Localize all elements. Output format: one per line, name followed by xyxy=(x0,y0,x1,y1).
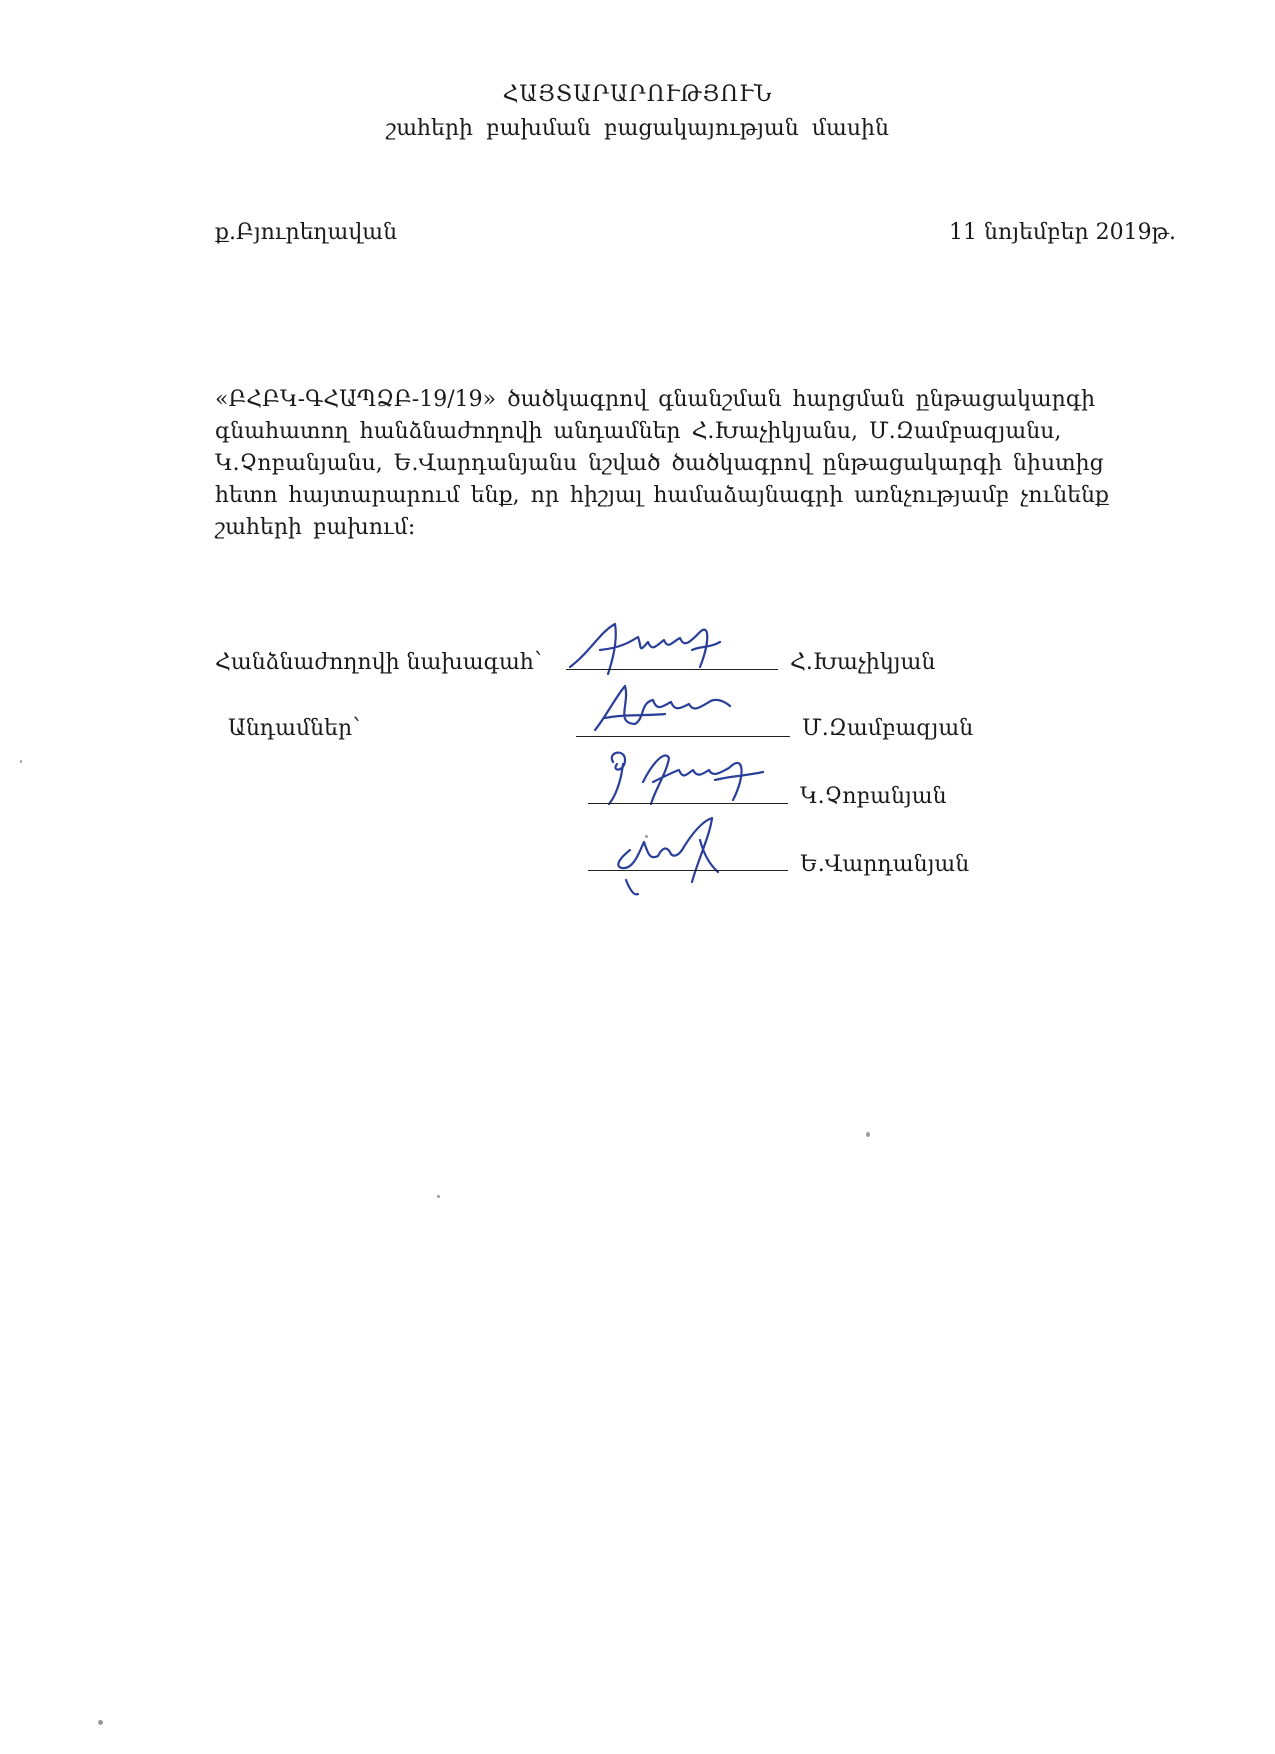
chair-label: Հանձնաժողովի նախագահ՝ xyxy=(215,650,542,675)
signature-line-3 xyxy=(588,803,788,804)
body-paragraph: «ԲՀԲԿ-ԳՀԱՊՁԲ-19/19» ծածկագրով գնանշման հարցման ընթացակարգի գնահատող հանձնաժողովի անդամներ Հ.Խաչիկյանս, Մ.Զամբազյանս, Կ.Չոբանյանս, Ե.Վարդանյանս նշված ծածկագրով ընթացակարգի նիստից հետո հայտարարում ենք, որ հիշյալ համաձայնագրի առնչությամբ չունենք շահերի բախում: xyxy=(215,387,1109,540)
scan-speck xyxy=(437,1195,440,1198)
signature-scribble-3 xyxy=(595,742,775,812)
signer-name-1: Հ.Խաչիկյան xyxy=(790,650,936,675)
document-title: ՀԱՅՏԱՐԱՐՈՒԹՅՈՒՆ xyxy=(502,82,773,107)
document-place: ք.Բյուրեղավան xyxy=(215,220,398,245)
signature-line-4 xyxy=(588,870,788,871)
signature-line-1 xyxy=(566,669,778,670)
signer-name-2: Մ.Զամբազյան xyxy=(802,716,974,741)
signer-name-3: Կ.Չոբանյան xyxy=(800,784,947,809)
signature-scribble-4 xyxy=(600,810,740,900)
document-subtitle: շահերի բախման բացակայության մասին xyxy=(386,116,889,141)
signature-scribble-2 xyxy=(585,678,745,738)
document-date: 11 նոյեմբեր 2019թ. xyxy=(949,220,1176,245)
document-body xyxy=(215,384,1125,544)
scan-speck xyxy=(645,835,648,838)
members-label: Անդամներ՝ xyxy=(228,716,361,741)
scan-speck xyxy=(20,760,22,763)
signature-scribble-1 xyxy=(560,612,730,682)
signer-name-4: Ե.Վարդանյան xyxy=(800,852,970,877)
scan-speck xyxy=(98,1720,103,1725)
scan-speck xyxy=(866,1132,870,1137)
signature-line-2 xyxy=(576,736,790,737)
